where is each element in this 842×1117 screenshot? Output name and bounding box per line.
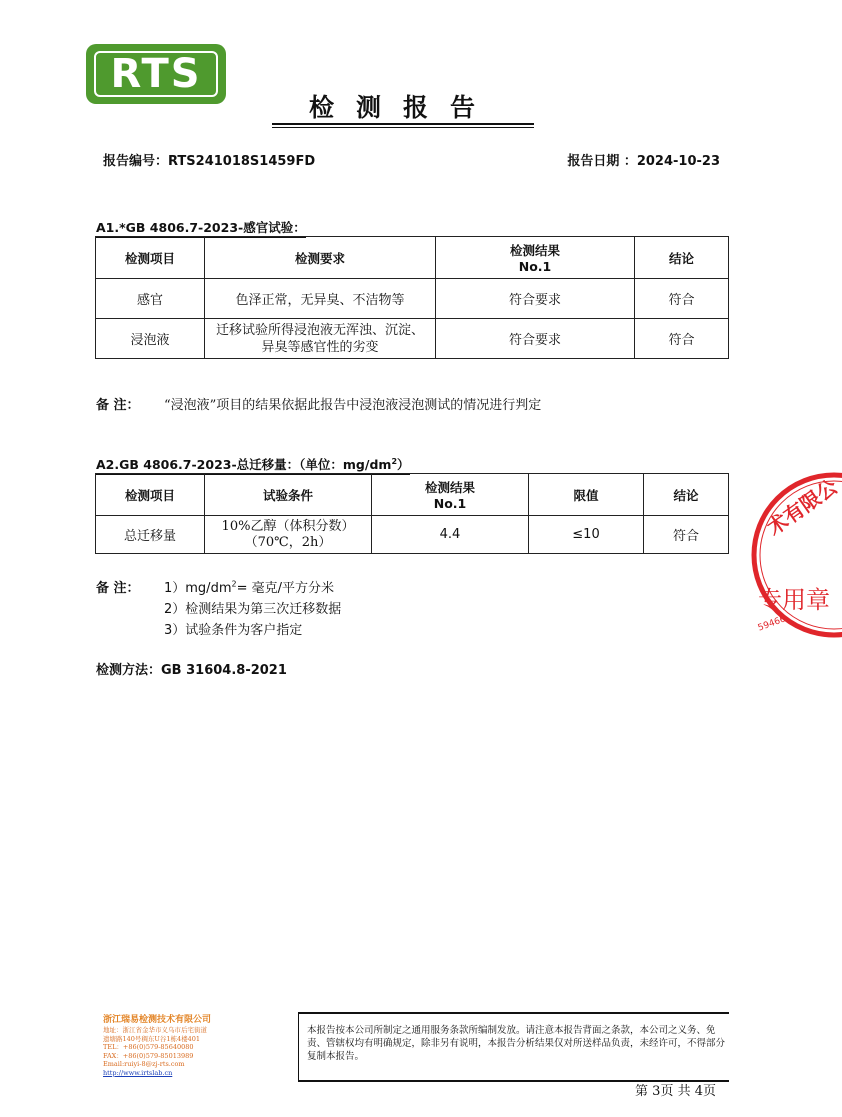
cell-requirement: 迁移试验所得浸泡液无浑浊、沉淀、 异臭等感官性的劣变 <box>205 319 436 359</box>
table-row <box>96 516 729 554</box>
header-result: 检测结果 No.1 <box>436 237 635 279</box>
logo-text: RTS <box>94 51 218 97</box>
cell-conclusion: 符合 <box>644 516 729 554</box>
note-text: “浸泡液”项目的结果依据此报告中浸泡液浸泡测试的情况进行判定 <box>164 398 542 413</box>
report-number: 报告编号：RTS241018S1459FD <box>103 154 316 169</box>
seal-text-top: 术有限公 <box>762 474 842 540</box>
table-header-row <box>96 474 729 516</box>
seal-number: 59466 <box>756 614 788 634</box>
cell-condition: 10%乙醇（体积分数） （70℃，2h） <box>205 516 372 554</box>
header-conclusion: 结论 <box>635 237 729 279</box>
footer-disclaimer-box <box>298 1012 729 1082</box>
cell-conclusion: 符合 <box>635 319 729 359</box>
cell-result: 4.4 <box>372 516 529 554</box>
migration-test-table <box>95 473 729 554</box>
table-header-row <box>96 237 729 279</box>
header-result: 检测结果 No.1 <box>372 474 529 516</box>
cell-conclusion: 符合 <box>635 279 729 319</box>
page-number: 第 3页 共 4页 <box>635 1084 716 1099</box>
test-method: 检测方法：GB 31604.8-2021 <box>96 663 287 678</box>
section1-title: A1.*GB 4806.7-2023-感官试验： <box>96 218 306 238</box>
title-underline <box>272 123 534 125</box>
footer-tel: TEL：+86(0)579-85640080 <box>103 1043 194 1051</box>
note-label: 备 注： <box>96 581 140 596</box>
footer-website-link[interactable]: http://www.irtslab.cn <box>103 1068 173 1077</box>
report-date: 报告日期 ：2024-10-23 <box>567 154 720 169</box>
cell-item: 浸泡液 <box>96 319 205 359</box>
report-title: 检测报告 <box>308 93 497 122</box>
table-row <box>96 279 729 319</box>
cell-item: 总迁移量 <box>96 516 205 554</box>
seal-text-mid: 专用章 <box>758 586 830 614</box>
header-conclusion: 结论 <box>644 474 729 516</box>
footer-disclaimer: 本报告按本公司所制定之通用服务条款所编制发放。请注意本报告背面之条款，本公司之义务、免责、管辖权均有明确规定，除非另有说明，本报告分析结果仅对所送样品负责，未经许可，不得部分复制本报告。 <box>307 1025 726 1062</box>
cell-limit: ≤10 <box>529 516 644 554</box>
section2-title: A2.GB 4806.7-2023-总迁移量：（单位：$mg/dm^2$） <box>96 455 410 475</box>
footer-address-2: 遗塘路140号稠东U谷1栋4楼401 <box>103 1034 201 1043</box>
note-label: 备 注： <box>96 398 140 413</box>
header-requirement: 检测要求 <box>205 237 436 279</box>
footer-company-info <box>103 1014 211 1077</box>
footer-address-1: 地址：浙江省金华市义乌市后宅街道 <box>103 1026 207 1034</box>
cell-result: 符合要求 <box>436 279 635 319</box>
footer-company-name: 浙江瑞易检测技术有限公司 <box>103 1015 212 1025</box>
note-line-1: $1)mg/dm^2=$ 毫克/平方分米 <box>164 579 334 596</box>
header-item: 检测项目 <box>96 474 205 516</box>
note-line-3: 3）试验条件为客户指定 <box>164 623 303 638</box>
header-limit: 限值 <box>529 474 644 516</box>
company-seal <box>752 470 842 640</box>
cell-requirement: 色泽正常，无异臭、不洁物等 <box>205 279 436 319</box>
cell-item: 感官 <box>96 279 205 319</box>
sensory-test-table <box>95 236 729 359</box>
table-row <box>96 319 729 359</box>
company-logo <box>86 44 226 104</box>
footer-fax: FAX：+86(0)579-85013989 <box>103 1051 194 1060</box>
note-line-2: 2）检测结果为第三次迁移数据 <box>164 602 342 617</box>
title-underline-thin <box>272 127 534 128</box>
cell-result: 符合要求 <box>436 319 635 359</box>
header-condition: 试验条件 <box>205 474 372 516</box>
footer-email[interactable]: Email:ruiyi-8@zj-rts.com <box>103 1060 185 1068</box>
header-item: 检测项目 <box>96 237 205 279</box>
